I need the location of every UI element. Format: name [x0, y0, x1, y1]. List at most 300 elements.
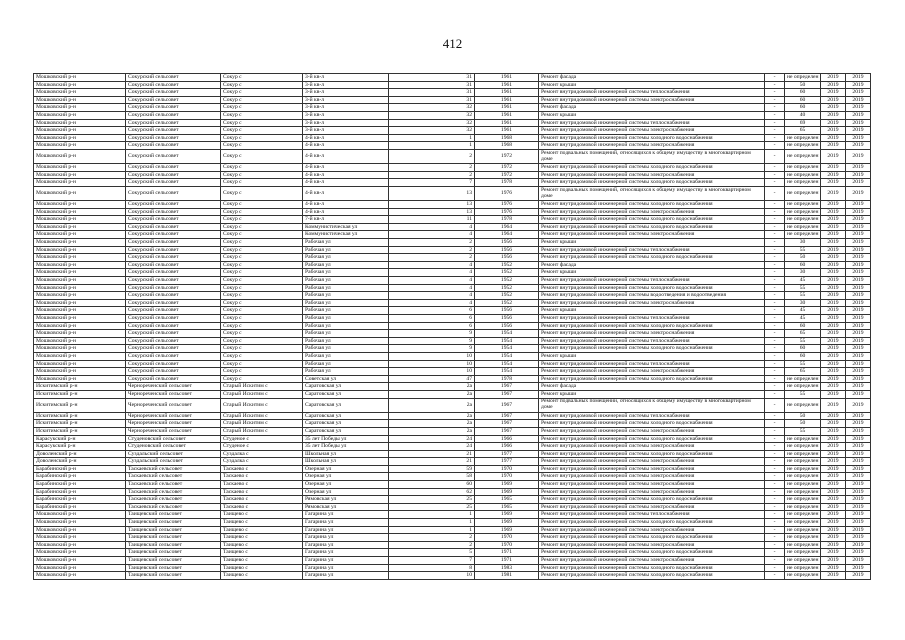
table-row [34, 345, 871, 353]
end-year-cell: 2019 [846, 398, 871, 412]
work-type-cell: Ремонт внутридомовой инженерной системы электроснабжения [539, 208, 765, 216]
start-year-cell: 2019 [821, 549, 846, 557]
house-number-cell: 1 [389, 142, 475, 150]
locality-cell: Сокур с [221, 322, 303, 330]
street-cell: Озерная ул [303, 473, 389, 481]
locality-cell: Сокур с [221, 239, 303, 247]
district-cell: Мошковский р-н [34, 201, 126, 209]
build-year-cell: 1965 [475, 496, 539, 504]
street-cell: 7-й кв-л [303, 216, 389, 224]
locality-cell: Таищево с [221, 534, 303, 542]
street-cell: Рабочая ул [303, 277, 389, 285]
start-year-cell: 2019 [821, 186, 846, 200]
locality-cell: Сокур с [221, 277, 303, 285]
street-cell: 4-й кв-л [303, 134, 389, 142]
table-row [34, 315, 871, 323]
cost-cell: 50 [785, 81, 821, 89]
build-year-cell: 1969 [475, 511, 539, 519]
district-cell: Карасукский р-н [34, 443, 126, 451]
work-type-cell: Ремонт внутридомовой инженерной системы теплоснабжения [539, 511, 765, 519]
house-number-cell: 2 [389, 239, 475, 247]
locality-cell: Сокур с [221, 231, 303, 239]
district-cell: Мошковский р-н [34, 171, 126, 179]
dash-cell: - [765, 261, 785, 269]
cost-cell: не определен [785, 503, 821, 511]
table-row [34, 511, 871, 519]
district-cell: Мошковский р-н [34, 564, 126, 572]
start-year-cell: 2019 [821, 261, 846, 269]
table-row [34, 201, 871, 209]
cost-cell: 55 [785, 360, 821, 368]
table-body [34, 74, 871, 580]
district-cell: Мошковский р-н [34, 127, 126, 135]
table-row [34, 352, 871, 360]
end-year-cell: 2019 [846, 246, 871, 254]
settlement-council-cell: Чернореченский сельсовет [126, 383, 221, 391]
cost-cell: не определен [785, 142, 821, 150]
dash-cell: - [765, 450, 785, 458]
start-year-cell: 2019 [821, 201, 846, 209]
table-row [34, 149, 871, 163]
end-year-cell: 2019 [846, 142, 871, 150]
district-cell: Мошковский р-н [34, 277, 126, 285]
work-type-cell: Ремонт внутридомовой инженерной системы теплоснабжения [539, 315, 765, 323]
street-cell: Рабочая ул [303, 246, 389, 254]
work-type-cell: Ремонт крыши [539, 239, 765, 247]
district-cell: Мошковский р-н [34, 299, 126, 307]
house-number-cell: 10 [389, 368, 475, 376]
cost-cell: не определен [785, 496, 821, 504]
street-cell: 4-й кв-л [303, 171, 389, 179]
street-cell: Саратовская ул [303, 412, 389, 420]
start-year-cell: 2019 [821, 557, 846, 565]
settlement-council-cell: Сокурский сельсовет [126, 89, 221, 97]
street-cell: Рабочая ул [303, 307, 389, 315]
end-year-cell: 2019 [846, 223, 871, 231]
house-number-cell: 7 [389, 179, 475, 187]
work-type-cell: Ремонт фасада [539, 74, 765, 82]
end-year-cell: 2019 [846, 412, 871, 420]
locality-cell: Сокур с [221, 269, 303, 277]
cost-cell: не определен [785, 511, 821, 519]
street-cell: Саратовская ул [303, 427, 389, 435]
build-year-cell: 1983 [475, 564, 539, 572]
cost-cell: 50 [785, 412, 821, 420]
house-number-cell: 24 [389, 443, 475, 451]
house-number-cell: 2а [389, 390, 475, 398]
work-type-cell: Ремонт фасада [539, 104, 765, 112]
settlement-council-cell: Таскаевский сельсовет [126, 496, 221, 504]
table-row [34, 179, 871, 187]
settlement-council-cell: Сокурский сельсовет [126, 322, 221, 330]
dash-cell: - [765, 488, 785, 496]
work-type-cell: Ремонт внутридомовой инженерной системы теплоснабжения [539, 89, 765, 97]
table-row [34, 284, 871, 292]
dash-cell: - [765, 564, 785, 572]
house-number-cell: 6 [389, 315, 475, 323]
end-year-cell: 2019 [846, 330, 871, 338]
build-year-cell: 1976 [475, 186, 539, 200]
table-row [34, 89, 871, 97]
table-row [34, 390, 871, 398]
build-year-cell: 1972 [475, 149, 539, 163]
locality-cell: Сокур с [221, 104, 303, 112]
work-type-cell: Ремонт внутридомовой инженерной системы теплоснабжения [539, 246, 765, 254]
end-year-cell: 2019 [846, 337, 871, 345]
work-type-cell: Ремонт внутридомовой инженерной системы электроснабжения [539, 458, 765, 466]
table-row [34, 526, 871, 534]
build-year-cell: 1965 [475, 503, 539, 511]
work-type-cell: Ремонт внутридомовой инженерной системы электроснабжения [539, 299, 765, 307]
cost-cell: не определен [785, 201, 821, 209]
start-year-cell: 2019 [821, 89, 846, 97]
locality-cell: Сокур с [221, 81, 303, 89]
cost-cell: не определен [785, 549, 821, 557]
work-type-cell: Ремонт внутридомовой инженерной системы холодного водоснабжения [539, 496, 765, 504]
end-year-cell: 2019 [846, 549, 871, 557]
work-type-cell: Ремонт внутридомовой инженерной системы теплоснабжения [539, 360, 765, 368]
settlement-council-cell: Сокурский сельсовет [126, 330, 221, 338]
build-year-cell: 1956 [475, 239, 539, 247]
district-cell: Мошковский р-н [34, 375, 126, 383]
start-year-cell: 2019 [821, 398, 846, 412]
house-number-cell: 10 [389, 572, 475, 580]
district-cell: Мошковский р-н [34, 292, 126, 300]
dash-cell: - [765, 127, 785, 135]
build-year-cell: 1966 [475, 443, 539, 451]
work-type-cell: Ремонт внутридомовой инженерной системы холодного водоснабжения [539, 549, 765, 557]
district-cell: Искитимский р-н [34, 398, 126, 412]
end-year-cell: 2019 [846, 352, 871, 360]
street-cell: Саратовская ул [303, 383, 389, 391]
district-cell: Мошковский р-н [34, 74, 126, 82]
table-row [34, 292, 871, 300]
street-cell: Рабочая ул [303, 360, 389, 368]
district-cell: Мошковский р-н [34, 239, 126, 247]
street-cell: Рямовская ул [303, 496, 389, 504]
house-number-cell: 13 [389, 186, 475, 200]
table-row [34, 246, 871, 254]
build-year-cell: 1952 [475, 284, 539, 292]
work-type-cell: Ремонт подвальных помещений, относящихся к общему имуществу в многоквартирном доме [539, 186, 765, 200]
cost-cell: не определен [785, 186, 821, 200]
work-type-cell: Ремонт внутридомовой инженерной системы электроснабжения [539, 488, 765, 496]
end-year-cell: 2019 [846, 465, 871, 473]
dash-cell: - [765, 541, 785, 549]
house-number-cell: 21 [389, 458, 475, 466]
start-year-cell: 2019 [821, 503, 846, 511]
table-row [34, 360, 871, 368]
start-year-cell: 2019 [821, 231, 846, 239]
end-year-cell: 2019 [846, 134, 871, 142]
dash-cell: - [765, 134, 785, 142]
start-year-cell: 2019 [821, 307, 846, 315]
house-number-cell: 4 [389, 223, 475, 231]
start-year-cell: 2019 [821, 322, 846, 330]
work-type-cell: Ремонт внутридомовой инженерной системы теплоснабжения [539, 277, 765, 285]
house-number-cell: 13 [389, 208, 475, 216]
start-year-cell: 2019 [821, 74, 846, 82]
start-year-cell: 2019 [821, 443, 846, 451]
start-year-cell: 2019 [821, 127, 846, 135]
settlement-council-cell: Сокурский сельсовет [126, 127, 221, 135]
table-row [34, 127, 871, 135]
street-cell: Рабочая ул [303, 315, 389, 323]
table-row [34, 443, 871, 451]
build-year-cell: 1971 [475, 549, 539, 557]
end-year-cell: 2019 [846, 511, 871, 519]
house-number-cell: 10 [389, 360, 475, 368]
work-type-cell: Ремонт внутридомовой инженерной системы холодного водоснабжения [539, 435, 765, 443]
district-cell: Мошковский р-н [34, 246, 126, 254]
end-year-cell: 2019 [846, 149, 871, 163]
table-row [34, 74, 871, 82]
build-year-cell: 1967 [475, 420, 539, 428]
cost-cell: не определен [785, 216, 821, 224]
dash-cell: - [765, 216, 785, 224]
street-cell: 3-й кв-л [303, 111, 389, 119]
cost-cell: не определен [785, 179, 821, 187]
district-cell: Искитимский р-н [34, 390, 126, 398]
end-year-cell: 2019 [846, 503, 871, 511]
house-number-cell: 13 [389, 201, 475, 209]
house-number-cell: 1 [389, 134, 475, 142]
table-row [34, 564, 871, 572]
district-cell: Мошковский р-н [34, 526, 126, 534]
cost-cell: не определен [785, 435, 821, 443]
work-type-cell: Ремонт внутридомовой инженерной системы электроснабжения [539, 557, 765, 565]
dash-cell: - [765, 549, 785, 557]
work-type-cell: Ремонт внутридомовой инженерной системы электроснабжения [539, 171, 765, 179]
work-type-cell: Ремонт внутридомовой инженерной системы холодного водоснабжения [539, 564, 765, 572]
dash-cell: - [765, 299, 785, 307]
locality-cell: Сокур с [221, 246, 303, 254]
end-year-cell: 2019 [846, 292, 871, 300]
settlement-council-cell: Сокурский сельсовет [126, 231, 221, 239]
settlement-council-cell: Сокурский сельсовет [126, 179, 221, 187]
locality-cell: Сокур с [221, 171, 303, 179]
settlement-council-cell: Таищевский сельсовет [126, 549, 221, 557]
start-year-cell: 2019 [821, 383, 846, 391]
end-year-cell: 2019 [846, 488, 871, 496]
dash-cell: - [765, 481, 785, 489]
street-cell: Советская ул [303, 375, 389, 383]
district-cell: Мошковский р-н [34, 149, 126, 163]
dash-cell: - [765, 368, 785, 376]
work-type-cell: Ремонт внутридомовой инженерной системы электроснабжения [539, 427, 765, 435]
locality-cell: Сокур с [221, 368, 303, 376]
start-year-cell: 2019 [821, 450, 846, 458]
street-cell: Саратовская ул [303, 398, 389, 412]
cost-cell: 60 [785, 104, 821, 112]
build-year-cell: 1968 [475, 134, 539, 142]
settlement-council-cell: Студеновский сельсовет [126, 443, 221, 451]
start-year-cell: 2019 [821, 352, 846, 360]
settlement-council-cell: Таищевский сельсовет [126, 564, 221, 572]
table-row [34, 450, 871, 458]
street-cell: Гагарина ул [303, 549, 389, 557]
dash-cell: - [765, 223, 785, 231]
build-year-cell: 1972 [475, 171, 539, 179]
build-year-cell: 1956 [475, 307, 539, 315]
start-year-cell: 2019 [821, 473, 846, 481]
start-year-cell: 2019 [821, 368, 846, 376]
build-year-cell: 1966 [475, 435, 539, 443]
work-type-cell: Ремонт внутридомовой инженерной системы холодного водоснабжения [539, 201, 765, 209]
cost-cell: 45 [785, 277, 821, 285]
table-row [34, 435, 871, 443]
locality-cell: Таскаево с [221, 488, 303, 496]
cost-cell: не определен [785, 450, 821, 458]
locality-cell: Таскаево с [221, 473, 303, 481]
district-cell: Мошковский р-н [34, 186, 126, 200]
settlement-council-cell: Сокурский сельсовет [126, 246, 221, 254]
table-row [34, 111, 871, 119]
cost-cell: 30 [785, 239, 821, 247]
cost-cell: не определен [785, 465, 821, 473]
end-year-cell: 2019 [846, 420, 871, 428]
table-row [34, 412, 871, 420]
street-cell: Коммунистическая ул [303, 231, 389, 239]
start-year-cell: 2019 [821, 375, 846, 383]
locality-cell: Студеное с [221, 443, 303, 451]
settlement-council-cell: Суздальский сельсовет [126, 450, 221, 458]
house-number-cell: 5 [389, 549, 475, 557]
end-year-cell: 2019 [846, 534, 871, 542]
build-year-cell: 1976 [475, 208, 539, 216]
build-year-cell: 1970 [475, 465, 539, 473]
cost-cell: не определен [785, 488, 821, 496]
table-row [34, 104, 871, 112]
table-row [34, 534, 871, 542]
locality-cell: Сокур с [221, 208, 303, 216]
table-row [34, 330, 871, 338]
locality-cell: Сокур с [221, 127, 303, 135]
house-number-cell: 2 [389, 541, 475, 549]
build-year-cell: 1961 [475, 96, 539, 104]
house-number-cell: 58 [389, 473, 475, 481]
build-year-cell: 1961 [475, 111, 539, 119]
street-cell: 4-й кв-л [303, 179, 389, 187]
settlement-council-cell: Сокурский сельсовет [126, 149, 221, 163]
end-year-cell: 2019 [846, 119, 871, 127]
house-number-cell: 25 [389, 503, 475, 511]
table-row [34, 368, 871, 376]
dash-cell: - [765, 171, 785, 179]
work-type-cell: Ремонт внутридомовой инженерной системы холодного водоснабжения [539, 254, 765, 262]
district-cell: Барабинский р-н [34, 496, 126, 504]
build-year-cell: 1956 [475, 322, 539, 330]
settlement-council-cell: Сокурский сельсовет [126, 171, 221, 179]
district-cell: Мошковский р-н [34, 345, 126, 353]
locality-cell: Сокур с [221, 201, 303, 209]
cost-cell: 60 [785, 96, 821, 104]
dash-cell: - [765, 277, 785, 285]
work-type-cell: Ремонт внутридомовой инженерной системы электроснабжения [539, 443, 765, 451]
work-type-cell: Ремонт подвальных помещений, относящихся к общему имуществу в многоквартирном доме [539, 149, 765, 163]
locality-cell: Сокур с [221, 164, 303, 172]
build-year-cell: 1952 [475, 299, 539, 307]
end-year-cell: 2019 [846, 360, 871, 368]
district-cell: Мошковский р-н [34, 360, 126, 368]
district-cell: Мошковский р-н [34, 254, 126, 262]
dash-cell: - [765, 427, 785, 435]
dash-cell: - [765, 164, 785, 172]
work-type-cell: Ремонт фасада [539, 383, 765, 391]
district-cell: Мошковский р-н [34, 89, 126, 97]
house-number-cell: 2а [389, 383, 475, 391]
start-year-cell: 2019 [821, 142, 846, 150]
table-row [34, 164, 871, 172]
end-year-cell: 2019 [846, 104, 871, 112]
table-row [34, 254, 871, 262]
build-year-cell: 1978 [475, 216, 539, 224]
locality-cell: Таищево с [221, 519, 303, 527]
settlement-council-cell: Таищевский сельсовет [126, 572, 221, 580]
cost-cell: не определен [785, 398, 821, 412]
cost-cell: 55 [785, 337, 821, 345]
street-cell: Рабочая ул [303, 352, 389, 360]
cost-cell: не определен [785, 443, 821, 451]
house-number-cell: 32 [389, 104, 475, 112]
settlement-council-cell: Сокурский сельсовет [126, 96, 221, 104]
cost-cell: 55 [785, 292, 821, 300]
locality-cell: Сокур с [221, 307, 303, 315]
work-type-cell: Ремонт внутридомовой инженерной системы электроснабжения [539, 368, 765, 376]
cost-cell: 65 [785, 330, 821, 338]
settlement-council-cell: Сокурский сельсовет [126, 119, 221, 127]
work-type-cell: Ремонт внутридомовой инженерной системы электроснабжения [539, 503, 765, 511]
street-cell: 35 лет Победы ул [303, 443, 389, 451]
cost-cell: 69 [785, 119, 821, 127]
work-type-cell: Ремонт внутридомовой инженерной системы электроснабжения [539, 330, 765, 338]
settlement-council-cell: Таскаевский сельсовет [126, 481, 221, 489]
street-cell: Рабочая ул [303, 261, 389, 269]
build-year-cell: 1967 [475, 412, 539, 420]
locality-cell: Сокур с [221, 261, 303, 269]
start-year-cell: 2019 [821, 435, 846, 443]
settlement-council-cell: Сокурский сельсовет [126, 223, 221, 231]
house-number-cell: 11 [389, 216, 475, 224]
dash-cell: - [765, 557, 785, 565]
locality-cell: Сокур с [221, 111, 303, 119]
dash-cell: - [765, 231, 785, 239]
build-year-cell: 1977 [475, 458, 539, 466]
work-type-cell: Ремонт внутридомовой инженерной системы холодного водоснабжения [539, 322, 765, 330]
cost-cell: не определен [785, 375, 821, 383]
settlement-council-cell: Таищевский сельсовет [126, 526, 221, 534]
start-year-cell: 2019 [821, 465, 846, 473]
house-number-cell: 2а [389, 412, 475, 420]
locality-cell: Таищево с [221, 511, 303, 519]
cost-cell: 45 [785, 307, 821, 315]
locality-cell: Старый Искитим с [221, 390, 303, 398]
build-year-cell: 1961 [475, 81, 539, 89]
start-year-cell: 2019 [821, 420, 846, 428]
table-row [34, 465, 871, 473]
table-row [34, 458, 871, 466]
house-number-cell: 2 [389, 171, 475, 179]
street-cell: Рямовская ул [303, 503, 389, 511]
settlement-council-cell: Сокурский сельсовет [126, 134, 221, 142]
cost-cell: 60 [785, 352, 821, 360]
cost-cell: не определен [785, 223, 821, 231]
work-type-cell: Ремонт внутридомовой инженерной системы холодного водоснабжения [539, 164, 765, 172]
settlement-council-cell: Сокурский сельсовет [126, 74, 221, 82]
district-cell: Мошковский р-н [34, 119, 126, 127]
work-type-cell: Ремонт внутридомовой инженерной системы холодного водоснабжения [539, 179, 765, 187]
end-year-cell: 2019 [846, 443, 871, 451]
